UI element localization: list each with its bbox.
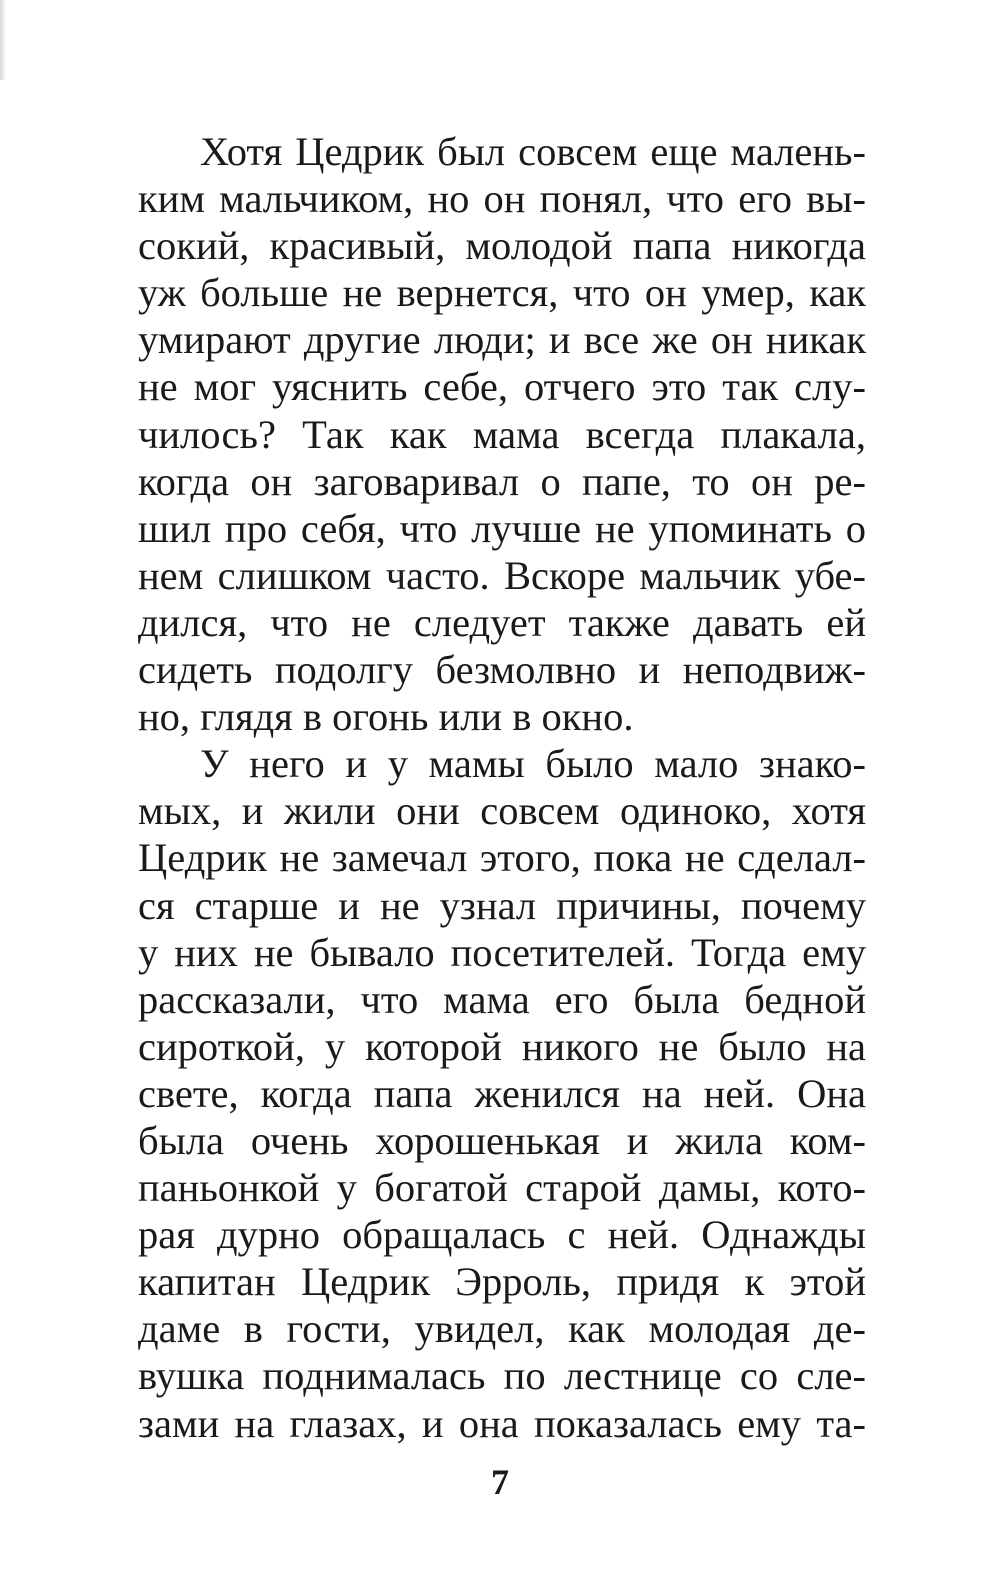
text-line: Хотя Цедрик был совсем еще малень-	[200, 129, 866, 174]
text-line: капитан Цедрик Эрроль, придя к этой	[138, 1259, 866, 1305]
text-line: рассказали, что мама его была бедной	[138, 976, 866, 1022]
text-line: у них не бывало посетителей. Тогда ему	[138, 929, 866, 975]
text-line: нем слишком часто. Вскоре мальчик убе-	[138, 552, 866, 598]
text-line: мых, и жили они совсем одиноко, хотя	[138, 788, 866, 834]
text-line: вушка поднималась по лестнице со сле-	[138, 1353, 866, 1399]
text-line: уж больше не вернется, что он умер, как	[138, 270, 866, 316]
text-line: паньонкой у богатой старой дамы, кото-	[138, 1165, 866, 1211]
text-line: ся старше и не узнал причины, почему	[138, 882, 866, 928]
text-line: была очень хорошенькая и жила ком-	[138, 1117, 866, 1163]
text-line: сидеть подолгу безмолвно и неподвиж-	[138, 647, 866, 693]
text-line: У него и у мамы было мало знако-	[200, 741, 866, 787]
text-line: дился, что не следует также давать ей	[138, 599, 866, 645]
text-line: рая дурно обращалась с ней. Однажды	[138, 1212, 866, 1258]
page-number: 7	[491, 1462, 509, 1502]
text-line: умирают другие люди; и все же он никак	[138, 317, 866, 363]
text-line: ким мальчиком, но он понял, что его вы-	[138, 176, 866, 222]
text-line: сироткой, у которой никого не было на	[138, 1023, 866, 1069]
scan-edge-shadow	[0, 0, 6, 80]
body-text	[138, 128, 866, 1447]
text-line: Цедрик не замечал этого, пока не сделал-	[138, 835, 866, 881]
text-line: свете, когда папа женился на ней. Она	[138, 1070, 866, 1116]
text-line: когда он заговаривал о папе, то он ре-	[138, 458, 866, 504]
text-line: чилось? Так как мама всегда плакала,	[138, 411, 866, 457]
text-line: но, глядя в огонь или в окно.	[138, 694, 634, 740]
text-line: зами на глазах, и она показалась ему та-	[138, 1400, 866, 1446]
text-line: даме в гости, увидел, как молодая де-	[138, 1306, 866, 1352]
text-line: не мог уяснить себе, отчего это так слу-	[138, 364, 866, 410]
text-line: шил про себя, что лучше не упоминать о	[138, 505, 866, 551]
text-line: сокий, красивый, молодой папа никогда	[138, 223, 866, 269]
